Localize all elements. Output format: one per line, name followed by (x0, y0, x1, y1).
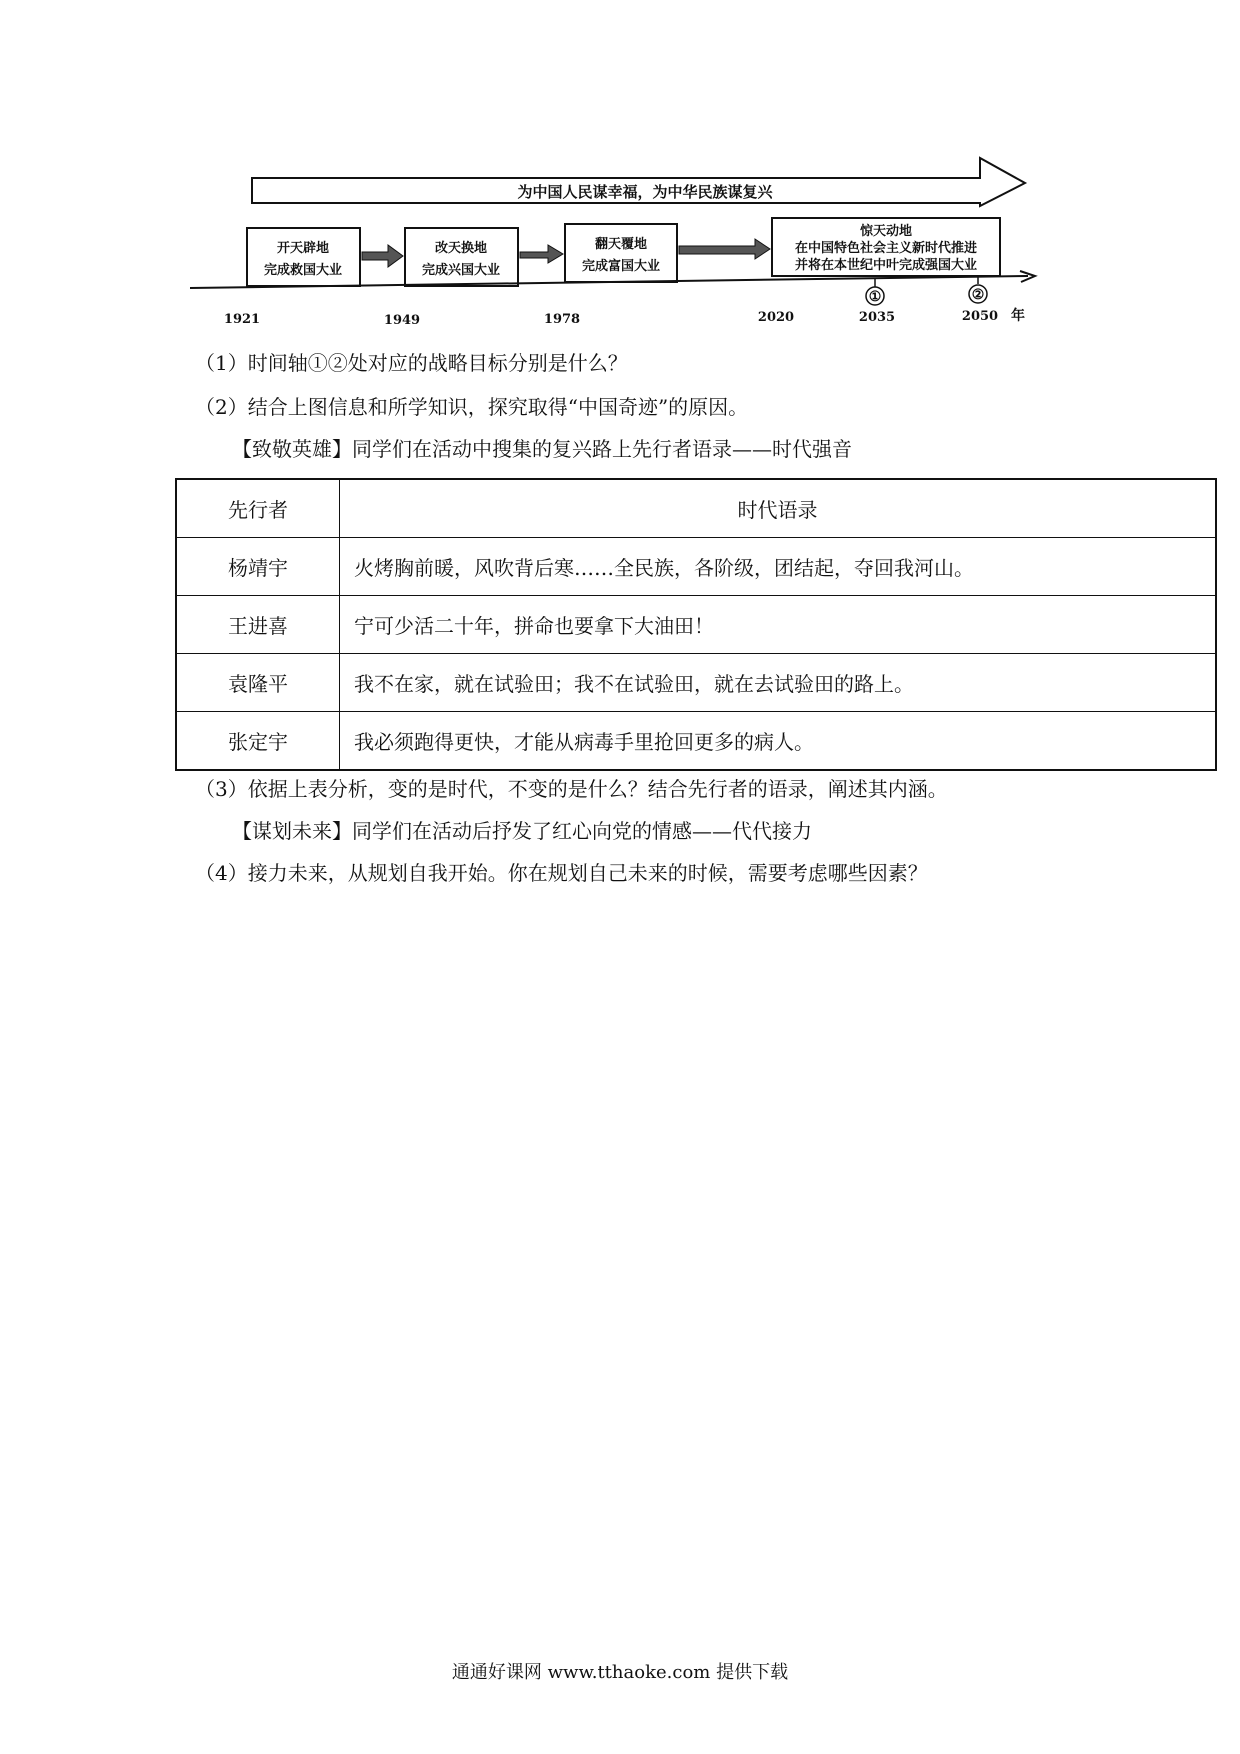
question-4: （4）接力未来，从规划自我开始。你在规划自己未来的时候，需要考虑哪些因素？ (195, 861, 928, 885)
pioneer-quote: 我必须跑得更快，才能从病毒手里抢回更多的病人。 (340, 712, 1217, 771)
question-2: （2）结合上图信息和所学知识，探究取得“中国奇迹”的原因。 (195, 395, 749, 419)
year-2035: 2035 (858, 310, 896, 325)
connector-arrow-3 (679, 239, 770, 259)
stage-1-line2: 完成救国大业 (263, 263, 343, 278)
stage-1-line1: 开天辟地 (276, 241, 330, 256)
stage-4-line1: 惊天动地 (859, 224, 913, 239)
pioneer-name: 袁隆平 (176, 654, 340, 712)
footer-download-note: 通通好课网 www.tthaoke.com 提供下载 (451, 1662, 789, 1683)
header-pioneer: 先行者 (176, 479, 340, 538)
pioneer-quotes-table (175, 478, 1217, 771)
stage-2-line1: 改天换地 (434, 241, 488, 256)
pioneer-quote: 我不在家，就在试验田；我不在试验田，就在去试验田的路上。 (340, 654, 1217, 712)
pioneer-quote: 火烤胸前暖，风吹背后寒……全民族，各阶级，团结起，夺回我河山。 (340, 538, 1217, 596)
table-row (176, 596, 1216, 654)
section-heroes-title: 【致敬英雄】同学们在活动中搜集的复兴路上先行者语录——时代强音 (232, 437, 852, 461)
year-unit: 年 (1011, 308, 1025, 324)
header-quote: 时代语录 (340, 479, 1217, 538)
table-row (176, 654, 1216, 712)
marker-2-label: ② (971, 287, 985, 303)
marker-1-label: ① (868, 289, 882, 305)
year-1921: 1921 (223, 312, 261, 327)
connector-arrow-2 (520, 245, 563, 263)
stage-4-line3: 并将在本世纪中叶完成强国大业 (794, 258, 978, 273)
stage-2-line2: 完成兴国大业 (421, 263, 501, 278)
pioneer-quote: 宁可少活二十年，拼命也要拿下大油田！ (340, 596, 1217, 654)
table-row (176, 712, 1216, 771)
section-future-title: 【谋划未来】同学们在活动后抒发了红心向党的情感——代代接力 (232, 819, 812, 843)
timeline-diagram (190, 148, 1050, 338)
question-3: （3）依据上表分析，变的是时代，不变的是什么？结合先行者的语录，阐述其内涵。 (195, 777, 948, 801)
question-1: （1）时间轴①②处对应的战略目标分别是什么？ (195, 351, 628, 375)
pioneer-name: 王进喜 (176, 596, 340, 654)
table-row (176, 538, 1216, 596)
table-header-row (176, 479, 1216, 538)
stage-4-line2: 在中国特色社会主义新时代推进 (794, 241, 978, 256)
stage-3-line1: 翻天覆地 (594, 237, 648, 252)
year-1949: 1949 (383, 313, 421, 328)
banner-text: 为中国人民谋幸福，为中华民族谋复兴 (517, 183, 773, 201)
pioneer-name: 杨靖宇 (176, 538, 340, 596)
year-2050: 2050 (961, 309, 999, 324)
pioneer-name: 张定宇 (176, 712, 340, 771)
stage-3-line2: 完成富国大业 (581, 259, 661, 274)
connector-arrow-1 (362, 245, 403, 267)
year-1978: 1978 (543, 312, 581, 327)
year-2020: 2020 (757, 310, 795, 325)
